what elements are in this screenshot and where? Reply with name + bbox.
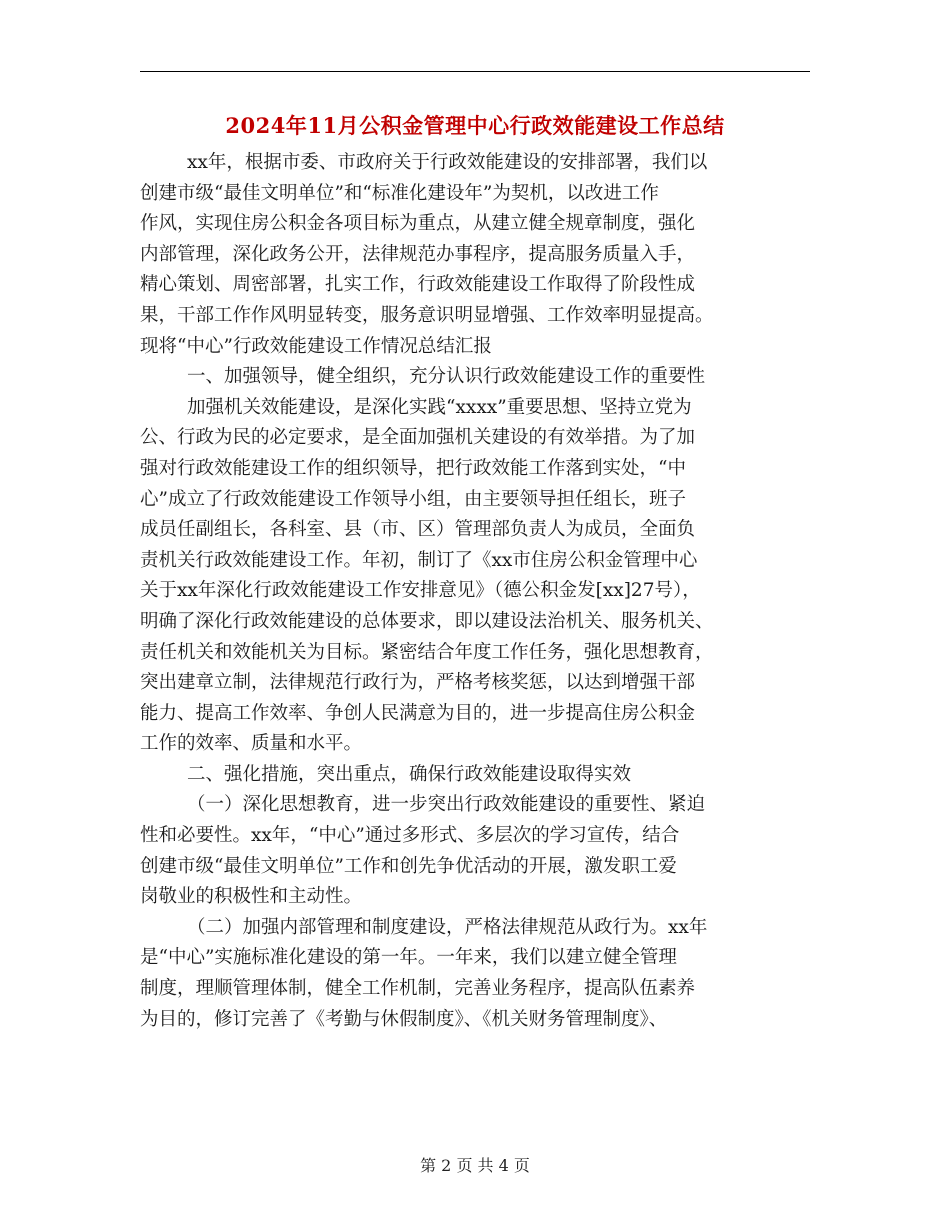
header-rule: [140, 71, 810, 72]
text-line: 岗敬业的积极性和主动性。: [140, 886, 363, 908]
text-line: 精心策划、周密部署，扎实工作，行政效能建设工作取得了阶段性成: [140, 274, 696, 296]
document-body: [140, 148, 815, 1035]
text-line: 心”成立了行政效能建设工作领导小组，由主要领导担任组长，班子: [140, 488, 686, 510]
text-line: 能力、提高工作效率、争创人民满意为目的，进一步提高住房公积金: [140, 702, 696, 724]
text-line: （二）加强内部管理和制度建设，严格法律规范从政行为。xx年: [187, 916, 708, 938]
text-line: 一、加强领导，健全组织，充分认识行政效能建设工作的重要性: [187, 366, 706, 388]
page-number: 第 2 页 共 4 页: [420, 1156, 530, 1175]
text-line: 成员任副组长，各科室、县（市、区）管理部负责人为成员，全面负: [140, 519, 696, 541]
text-line: 责机关行政效能建设工作。年初，制订了《xx市住房公积金管理中心: [140, 549, 698, 571]
text-line: 加强机关效能建设，是深化实践“xxxx”重要思想、坚持立党为: [187, 396, 692, 418]
text-line: 性和必要性。xx年，“中心”通过多形式、多层次的学习宣传，结合: [140, 825, 680, 847]
text-line: 现将“中心”行政效能建设工作情况总结汇报: [140, 335, 492, 357]
text-line: （一）深化思想教育，进一步突出行政效能建设的重要性、紧迫: [187, 794, 706, 816]
text-line: 果，干部工作作风明显转变，服务意识明显增强、工作效率明显提高。: [140, 304, 714, 326]
text-line: 作风，实现住房公积金各项目标为重点，从建立健全规章制度，强化: [140, 213, 696, 235]
text-line: 制度，理顺管理体制，健全工作机制，完善业务程序，提高队伍素养: [140, 978, 696, 1000]
text-line: 突出建章立制，法律规范行政行为，严格考核奖惩，以达到增强干部: [140, 672, 696, 694]
text-line: 强对行政效能建设工作的组织领导，把行政效能工作落到实处，“中: [140, 457, 686, 479]
text-line: xx年，根据市委、市政府关于行政效能建设的安排部署，我们以: [187, 152, 708, 173]
text-line: 责任机关和效能机关为目标。紧密结合年度工作任务，强化思想教育，: [140, 641, 714, 663]
text-line: 工作的效率、质量和水平。: [140, 733, 363, 755]
document-title: 2024年11月公积金管理中心行政效能建设工作总结: [225, 113, 725, 138]
text-line: 内部管理，深化政务公开，法律规范办事程序，提高服务质量入手，: [140, 243, 696, 265]
text-line: 公、行政为民的必定要求，是全面加强机关建设的有效举措。为了加: [140, 427, 696, 449]
text-line: 是“中心”实施标准化建设的第一年。一年来，我们以建立健全管理: [140, 947, 677, 969]
text-line: 创建市级“最佳文明单位”和“标准化建设年”为契机，以改进工作: [140, 182, 659, 204]
text-line: 为目的，修订完善了《考勤与休假制度》、《机关财务管理制度》、: [140, 1008, 668, 1030]
text-line: 关于xx年深化行政效能建设工作安排意见》（德公积金发[xx]27号），: [140, 580, 701, 602]
text-line: 二、强化措施，突出重点，确保行政效能建设取得实效: [187, 763, 632, 785]
text-line: 创建市级“最佳文明单位”工作和创先争优活动的开展，激发职工爱: [140, 855, 677, 877]
text-line: 明确了深化行政效能建设的总体要求，即以建设法治机关、服务机关、: [140, 610, 714, 632]
